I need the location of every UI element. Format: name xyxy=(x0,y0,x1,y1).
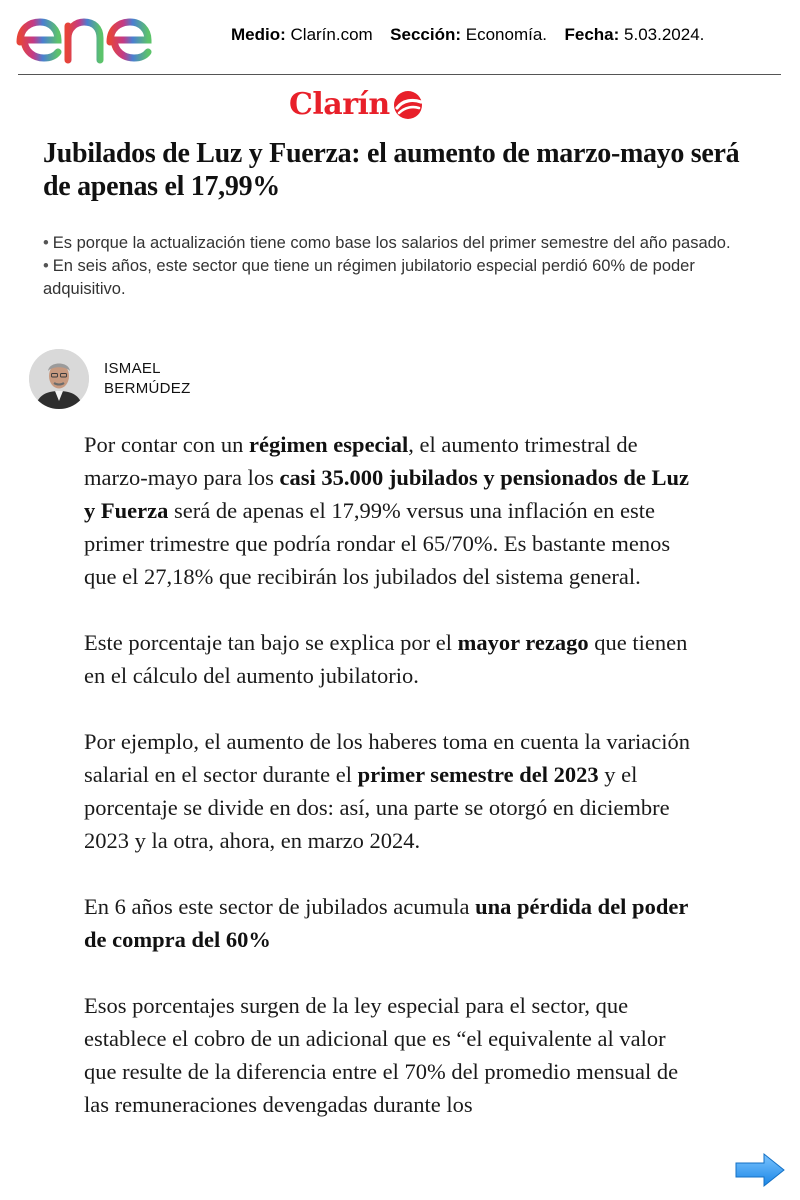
header-divider xyxy=(18,74,781,75)
text-run: Esos porcentajes surgen de la ley especial para el sector, que establece el cobro de un adicional que es “el equivalente al valor que resulte de la diferencia entre el 70% del promedio mensual de las remuneraciones devengadas durante los xyxy=(84,993,679,1117)
text-run: , el aumento trimestral de marzo-mayo para los xyxy=(84,432,638,490)
clarin-wordmark: Clarín xyxy=(289,86,390,122)
article-paragraph xyxy=(84,989,694,1121)
bold-run: casi 35.000 jubilados y pensionados de Luz y Fuerza xyxy=(84,465,690,523)
text-run: Por ejemplo, el aumento de los haberes toma en cuenta la variación salarial en el sector durante el xyxy=(84,729,691,787)
article-paragraph xyxy=(84,890,694,956)
medio-label: Medio: xyxy=(231,25,286,44)
clarin-emblem-icon xyxy=(391,88,425,122)
clipping-metadata xyxy=(231,25,704,45)
article-headline: Jubilados de Luz y Fuerza: el aumento de marzo-mayo será de apenas el 17,99% xyxy=(43,138,740,202)
summary-text: En seis años, este sector que tiene un régimen jubilatorio especial perdió 60% de poder adquisitivo. xyxy=(43,257,695,298)
text-run: será de apenas el 17,99% versus una inflación en este primer trimestre que podría rondar el 65/70%. Es bastante menos que el 27,18% que recibirán los jubilados del sistema general. xyxy=(84,498,671,589)
text-run: En 6 años este sector de jubilados acumula xyxy=(84,894,476,919)
medio-value: Clarín.com xyxy=(290,25,373,44)
bold-run: régimen especial xyxy=(248,432,409,457)
bullet-icon: • xyxy=(43,257,49,275)
page-header xyxy=(0,0,800,76)
bold-run: mayor rezago xyxy=(457,630,589,655)
enel-logo xyxy=(16,6,182,68)
summary-text: Es porque la actualización tiene como base los salarios del primer semestre del año pasado. xyxy=(52,234,731,252)
summary-item xyxy=(43,255,763,301)
fecha-label: Fecha: xyxy=(564,25,620,44)
author-name[interactable] xyxy=(104,359,191,399)
article-paragraph xyxy=(84,428,694,593)
fecha-value: 5.03.2024. xyxy=(624,25,705,44)
text-run: y el porcentaje se divide en dos: así, una parte se otorgó en diciembre 2023 y la otra, ahora, en marzo 2024. xyxy=(84,762,670,853)
author-byline[interactable] xyxy=(29,348,191,410)
article-summary xyxy=(43,232,763,301)
seccion-value: Economía. xyxy=(465,25,548,44)
bold-run: primer semestre del 2023 xyxy=(357,762,599,787)
text-run: Por contar con un xyxy=(84,432,249,457)
author-first-name: ISMAEL xyxy=(104,360,161,377)
article-body xyxy=(84,428,694,1121)
arrow-right-icon[interactable] xyxy=(734,1152,786,1188)
article-paragraph xyxy=(84,725,694,857)
article-paragraph xyxy=(84,626,694,692)
text-run: Este porcentaje tan bajo se explica por el xyxy=(84,630,458,655)
bold-run: una pérdida del poder de compra del 60% xyxy=(84,894,688,952)
clarin-logo xyxy=(289,84,425,124)
seccion-label: Sección: xyxy=(390,25,462,44)
text-run: que tienen en el cálculo del aumento jubilatorio. xyxy=(84,630,688,688)
author-avatar xyxy=(29,349,89,409)
bullet-icon: • xyxy=(43,234,49,252)
summary-item xyxy=(43,232,763,255)
author-last-name: BERMÚDEZ xyxy=(104,380,191,397)
